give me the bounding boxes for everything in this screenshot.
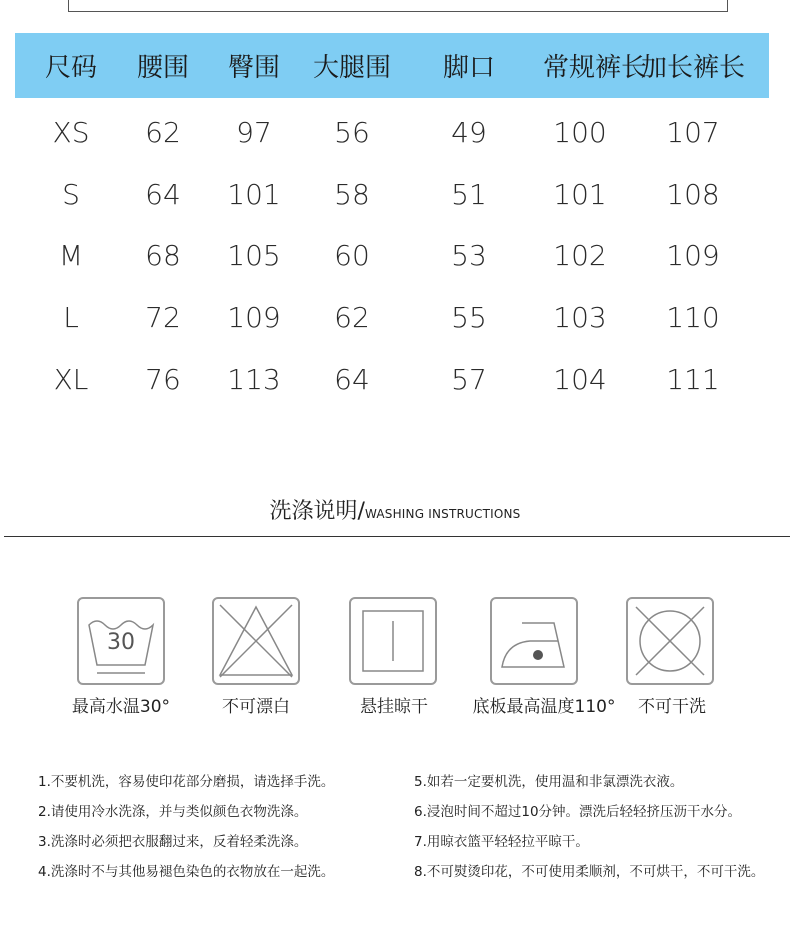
measurement-cell: 105 [227,239,281,273]
washing-title-cn: 洗涤说明 [269,499,358,524]
washing-title [0,494,790,525]
no-dry-clean-label: 不可干洗 [638,697,706,717]
measurement-cell: 55 [451,301,487,335]
measurement-cell: 57 [451,362,487,396]
measurement-cell: 113 [227,362,281,396]
header-thigh: 大腿围 [312,53,391,83]
header-hem: 脚口 [442,53,495,83]
size-label-cell: XS [52,116,90,150]
size-row [15,287,769,349]
measurement-cell: 101 [553,177,607,211]
size-row [15,225,769,287]
washing-title-en: WASHING INSTRUCTIONS [364,507,521,521]
header-hip: 臀围 [227,53,280,83]
measurement-cell: 102 [553,239,607,273]
note-item: 7.用晾衣篮平轻轻拉平晾干。 [414,834,589,850]
measurement-cell: 51 [451,177,487,211]
wash-temperature-number: 30 [107,630,135,655]
size-label-cell: XL [53,362,89,396]
size-label-cell: L [63,301,79,335]
size-table [15,33,769,410]
note-item: 1.不要机洗，容易使印花部分磨损，请选择手洗。 [38,774,335,790]
measurement-cell: 108 [666,177,720,211]
no-dry-clean-icon [626,597,714,685]
measurement-cell: 62 [334,301,370,335]
iron-label: 底板最高温度110° [472,697,616,717]
measurement-cell: 68 [145,239,181,273]
note-item: 3.洗涤时必须把衣服翻过来，反着轻柔洗涤。 [38,834,308,850]
measurement-cell: 109 [666,239,720,273]
measurement-cell: 97 [236,116,272,150]
measurement-cell: 72 [145,301,181,335]
measurement-cell: 56 [334,116,370,150]
note-item: 2.请使用冷水洗涤，并与类似颜色衣物洗涤。 [38,804,308,820]
no-bleach-icon [212,597,300,685]
measurement-cell: 64 [334,362,370,396]
hang-dry-icon [349,597,437,685]
size-row [15,164,769,226]
header-waist: 腰围 [136,53,189,83]
measurement-cell: 62 [145,116,181,150]
size-row [15,98,769,164]
measurement-cell: 107 [666,116,720,150]
note-item: 4.洗涤时不与其他易褪色染色的衣物放在一起洗。 [38,864,335,880]
size-row [15,348,769,410]
notes-left [38,772,334,892]
section-divider [4,536,790,537]
measurement-cell: 60 [334,239,370,273]
measurement-cell: 64 [145,177,181,211]
measurement-cell: 49 [451,116,487,150]
header-long-length: 加长裤长 [640,53,745,83]
note-item: 6.浸泡时间不超过10分钟。漂洗后轻轻挤压沥干水分。 [414,804,742,820]
measurement-cell: 111 [666,362,720,396]
note-item: 8.不可熨烫印花，不可使用柔顺剂，不可烘干，不可干洗。 [414,864,765,880]
measurement-cell: 101 [227,177,281,211]
measurement-cell: 53 [451,239,487,273]
size-label-cell: M [58,239,84,273]
measurement-cell: 58 [334,177,370,211]
size-table-header [15,33,769,98]
top-frame [68,0,728,12]
measurement-cell: 100 [553,116,607,150]
measurement-cell: 76 [145,362,181,396]
measurement-cell: 103 [553,301,607,335]
header-size: 尺码 [44,53,97,83]
measurement-cell: 104 [553,362,607,396]
washing-title-separator: / [357,499,365,524]
hang-dry-label: 悬挂晾干 [360,697,428,717]
size-label-cell: S [62,177,80,211]
wash-30-label: 最高水温30° [71,697,171,717]
iron-icon [490,597,578,685]
no-bleach-label: 不可漂白 [222,697,290,717]
header-regular-length: 常规裤长 [543,53,648,83]
measurement-cell: 109 [227,301,281,335]
size-table-body [15,98,769,410]
wash-30-icon [77,597,165,685]
notes-right [414,772,764,892]
note-item: 5.如若一定要机洗，使用温和非氯漂洗衣液。 [414,774,684,790]
measurement-cell: 110 [666,301,720,335]
